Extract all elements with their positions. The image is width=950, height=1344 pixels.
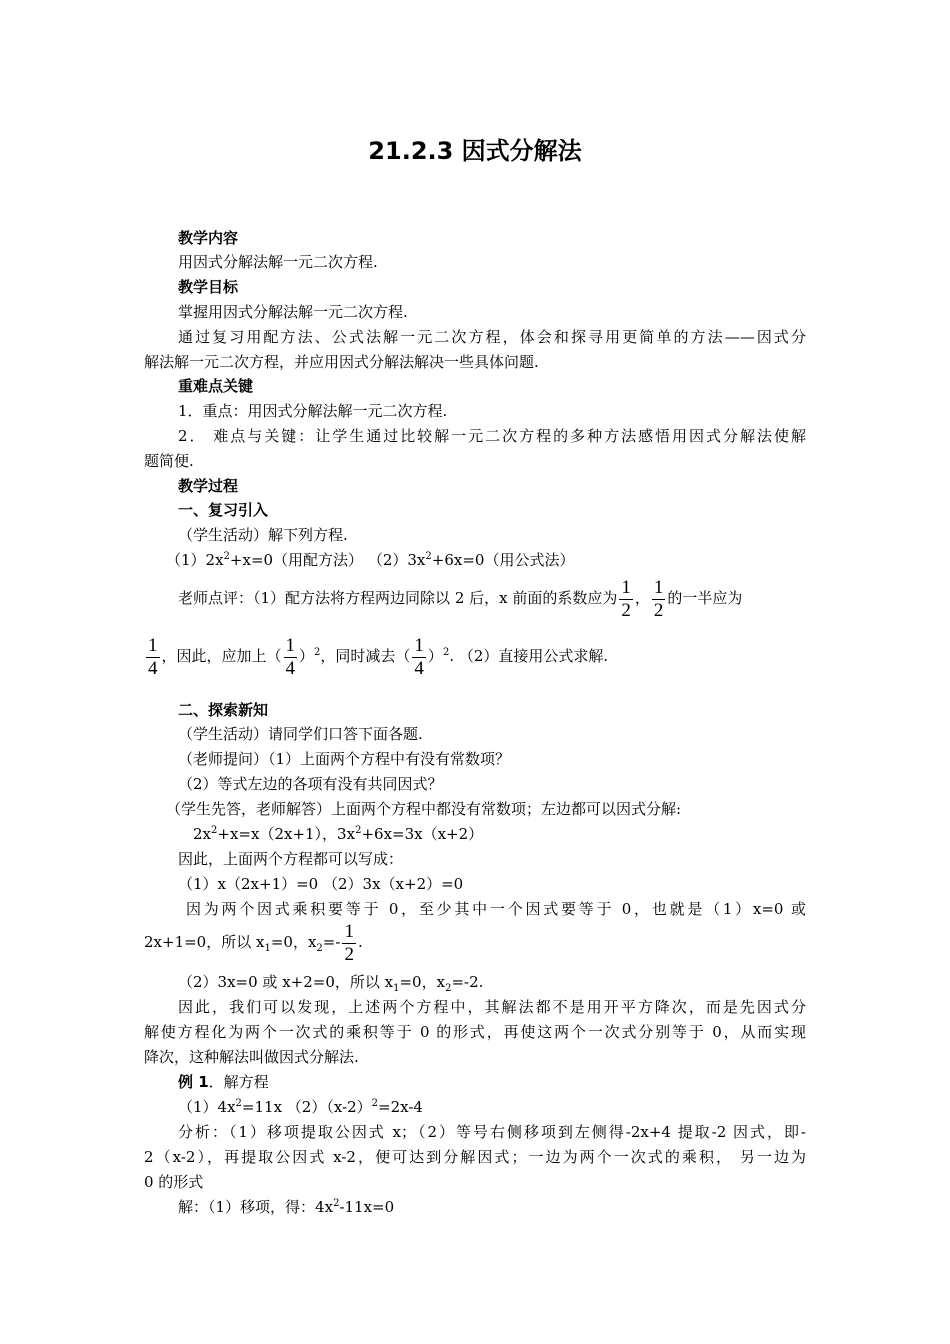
heading-review: 一、复习引入: [178, 501, 269, 519]
heading-explore: 二、探索新知: [178, 701, 269, 719]
goal-text-2a: 通过复习用配方法、公式法解一元二次方程，体会和探寻用更简单的方法——因式分: [178, 328, 806, 346]
analysis-text-c: 0 的形式: [144, 1173, 204, 1191]
explore-text-10c: 降次，这种解法叫做因式分解法.: [144, 1048, 359, 1066]
teaching-content-text: 用因式分解法解一元二次方程.: [178, 253, 378, 271]
key-point-2a: 2． 难点与关键：让学生通过比较解一元二次方程的多种方法感悟用因式分解法使解: [178, 427, 806, 445]
analysis-text-a: 分析：（1）移项提取公因式 x；（2）等号右侧移项到左侧得-2x+4 提取-2 因式，即-: [178, 1123, 806, 1141]
example-1-equations: $(1)4x^2=11x$ $(2)(x-2)^2=2x-4$: [178, 1098, 423, 1116]
key-point-2b: 题简便.: [144, 452, 194, 470]
heading-teaching-goal: 教学目标: [178, 278, 239, 296]
solution-line: 解：（1）移项，得：$4x^2-11x=0$: [178, 1198, 395, 1216]
key-point-1: 1．重点：用因式分解法解一元二次方程.: [178, 402, 448, 420]
heading-teaching-content: 教学内容: [178, 229, 239, 247]
explore-text-10a: 因此，我们可以发现，上述两个方程中，其解法都不是用开平方降次，而是先因式分: [178, 998, 806, 1016]
heading-teaching-process: 教学过程: [178, 477, 239, 495]
fraction-one-half: $\frac{1}{2}$: [653, 576, 664, 621]
teacher-comment-line-2: $\frac{1}{4}$ ，因此，应加上（ $\frac{1}{4}$ ）$^2$，同时减去（ $\frac{1}{4}$ ）$^2$. （2）直接用公式求解.: [148, 634, 609, 679]
example-1-heading: 例 1．解方程: [178, 1073, 269, 1091]
page-title: 21.2.3 因式分解法: [368, 137, 582, 165]
explore-text-6: （1）x（2x+1）=0 （2）3x（x+2）=0: [178, 875, 464, 893]
explore-text-7: 因为两个因式乘积要等于 0，至少其中一个因式要等于 0，也就是（1）x=0 或: [186, 900, 806, 918]
goal-text-1: 掌握用因式分解法解一元二次方程.: [178, 303, 408, 321]
explore-text-3: （2）等式左边的各项有没有共同因式？: [178, 775, 443, 793]
explore-text-5: 因此，上面两个方程都可以写成：: [178, 850, 404, 868]
goal-text-2b: 解法解一元二次方程，并应用因式分解法解决一些具体问题.: [144, 353, 539, 371]
explore-text-9: （2）3x=0 或 x+2=0，所以 $x_1=0$，$x_2=-2$.: [178, 973, 484, 994]
example-1-label: 例 1: [178, 1073, 209, 1091]
explore-text-2: （老师提问）（1）上面两个方程中有没有常数项？: [178, 750, 511, 768]
fraction-one-half: $\frac{1}{2}$: [621, 576, 631, 621]
explore-text-8: 2x+1=0，所以 $x_1=0$，$x_2=-$ $\frac{1}{2}$ .: [144, 920, 363, 965]
heading-key-points: 重难点关键: [178, 377, 254, 395]
fraction-one-quarter: $\frac{1}{4}$: [414, 634, 424, 679]
explore-text-10b: 解使方程化为两个一次式的乘积等于 0 的形式，再使这两个一次式分别等于 0，从而实现: [144, 1023, 806, 1041]
fraction-one-quarter: $\frac{1}{4}$: [148, 634, 158, 679]
factor-equations: $2x^2+x=x(2x+1)$，$3x^2+6x=3x(x+2)$: [193, 825, 484, 843]
fraction-one-quarter: $\frac{1}{4}$: [285, 634, 296, 679]
fraction-one-half: $\frac{1}{2}$: [344, 920, 354, 965]
explore-text-4: （学生先答，老师解答）上面两个方程中都没有常数项；左边都可以因式分解:: [166, 800, 682, 818]
teacher-comment-line-1: 老师点评：（1）配方法将方程两边同除以 2 后，x 前面的系数应为 $\frac{1}{2}$ ， $\frac{1}{2}$ 的一半应为: [178, 576, 743, 621]
review-activity: （学生活动）解下列方程.: [178, 526, 348, 544]
analysis-text-b: 2（x-2），再提取公因式 x-2，便可达到分解因式；一边为两个一次式的乘积， 另一边为: [144, 1148, 806, 1166]
review-equations: $(1)2x^2+x=0$（用配方法） $(2)3x^2+6x=0$（用公式法）: [166, 551, 575, 569]
explore-text-1: （学生活动）请同学们口答下面各题.: [178, 725, 423, 743]
